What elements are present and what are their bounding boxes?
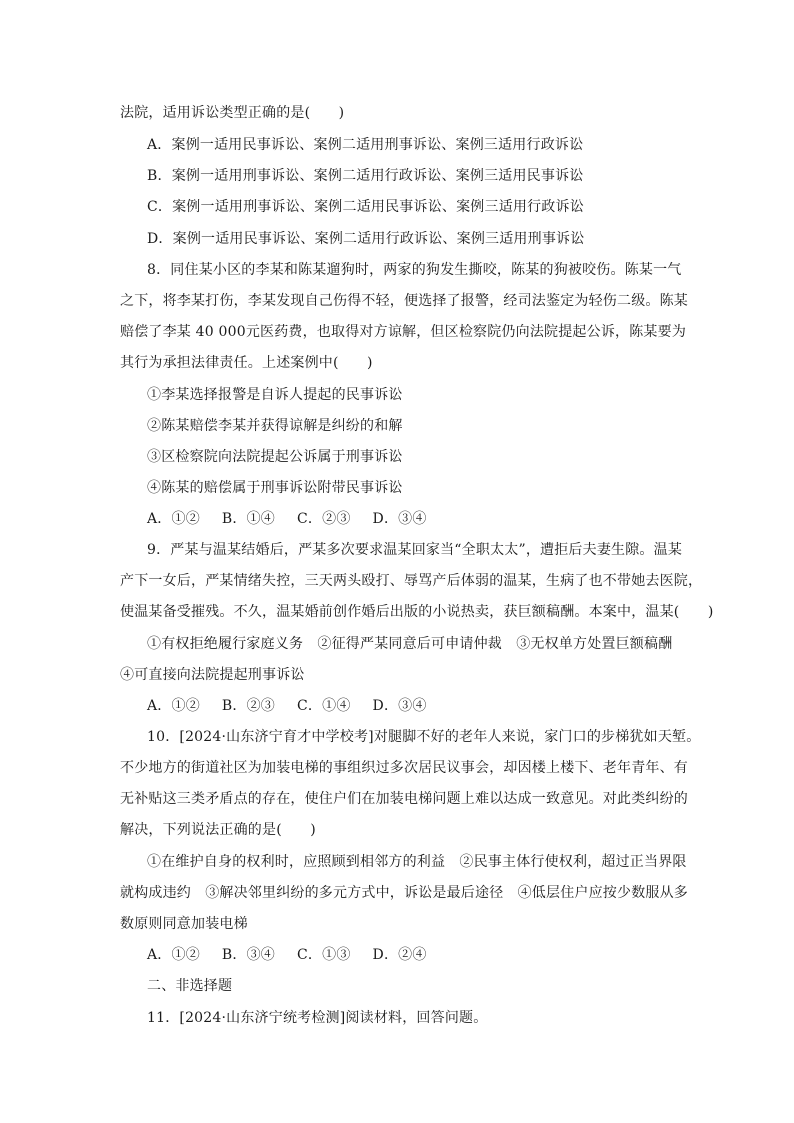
- q8-statement-1: ①李某选择报警是自诉人提起的民事诉讼: [147, 387, 403, 403]
- q9-stem-line: 产下一女后，严某情绪失控，三天两头殴打、辱骂产后体弱的温某，生病了也不带她去医院，: [120, 573, 703, 589]
- q9-choice-d: D．③④: [372, 698, 427, 714]
- q10-stem-line: 不少地方的街道社区为加装电梯的事组织过多次居民议事会，却因楼上楼下、老年青年、有: [120, 760, 688, 776]
- q10-statements-line: 就构成违约 ③解决邻里纠纷的多元方式中，诉讼是最后途径 ④低层住户应按少数服从多: [120, 885, 688, 901]
- q8-stem-line: 其行为承担法律责任。上述案例中( ): [120, 355, 373, 371]
- q9-statements-line: ①有权拒绝履行家庭义务 ②征得严某同意后可申请仲裁 ③无权单方处置巨额稿酬: [147, 636, 673, 652]
- q10-choice-c: C．①③: [297, 947, 351, 963]
- q8-choice-d: D．③④: [372, 511, 427, 527]
- section-heading: 二、非选择题: [147, 978, 233, 994]
- q8-statement-2: ②陈某赔偿李某并获得谅解是纠纷的和解: [147, 418, 403, 434]
- q9-stem-line: 使温某备受摧残。不久，温某婚前创作婚后出版的小说热卖，获巨额稿酬。本案中，温某( ): [120, 604, 714, 620]
- q10-stem-line: 无补贴这三类矛盾点的存在，使住户们在加装电梯问题上难以达成一致意见。对此类纠纷的: [120, 791, 688, 807]
- q8-stem-line: 8．同住某小区的李某和陈某遛狗时，两家的狗发生撕咬，陈某的狗被咬伤。陈某一气: [147, 262, 682, 278]
- q10-stem-line: 解决，下列说法正确的是( ): [120, 822, 316, 838]
- q10-choice-b: B．③④: [221, 947, 276, 963]
- q8-choice-a: A．①②: [147, 511, 200, 527]
- q10-stem-line: 10．[2024·山东济宁育才中学校考]对腿脚不好的老年人来说，家门口的步梯犹如天堑。: [147, 729, 701, 745]
- q8-statement-3: ③区检察院向法院提起公诉属于刑事诉讼: [147, 449, 403, 465]
- q9-choices: [147, 696, 449, 716]
- q10-statements-line: ①在维护自身的权利时，应照顾到相邻方的利益 ②民事主体行使权利，超过正当界限: [147, 854, 687, 870]
- q10-choice-a: A．①②: [147, 947, 200, 963]
- q9-choice-b: B．②③: [221, 698, 276, 714]
- q9-stem-line: 9．严某与温某结婚后，严某多次要求温某回家当“全职太太”，遭拒后夫妻生隙。温某: [147, 542, 683, 558]
- q10-statements-line: 数原则同意加装电梯: [120, 916, 248, 932]
- q8-choices: [147, 509, 449, 529]
- q10-choice-d: D．②④: [372, 947, 427, 963]
- q8-stem-line: 之下，将李某打伤，李某发现自己伤得不轻，便选择了报警，经司法鉴定为轻伤二级。陈某: [120, 293, 688, 309]
- q7-option-d: D．案例一适用民事诉讼、案例二适用行政诉讼、案例三适用刑事诉讼: [147, 231, 585, 247]
- q7-stem-tail: 法院，适用诉讼类型正确的是( ): [120, 105, 345, 121]
- q9-statements-line: ④可直接向法院提起刑事诉讼: [120, 667, 305, 683]
- q7-option-a: A．案例一适用民事诉讼、案例二适用刑事诉讼、案例三适用行政诉讼: [147, 137, 584, 153]
- q7-option-b: B．案例一适用刑事诉讼、案例二适用行政诉讼、案例三适用民事诉讼: [147, 168, 584, 184]
- q8-stem-line: 赔偿了李某 40 000元医药费，也取得对方谅解，但区检察院仍向法院提起公诉，陈某要为: [120, 324, 687, 340]
- q8-choice-b: B．①④: [221, 511, 276, 527]
- q7-option-c: C．案例一适用刑事诉讼、案例二适用民事诉讼、案例三适用行政诉讼: [147, 199, 584, 215]
- q8-choice-c: C．②③: [297, 511, 351, 527]
- q9-choice-c: C．①④: [297, 698, 351, 714]
- q8-statement-4: ④陈某的赔偿属于刑事诉讼附带民事诉讼: [147, 480, 403, 496]
- q11-stem: 11．[2024·山东济宁统考检测]阅读材料，回答问题。: [147, 1010, 488, 1026]
- q10-choices: [147, 945, 449, 965]
- q9-choice-a: A．①②: [147, 698, 200, 714]
